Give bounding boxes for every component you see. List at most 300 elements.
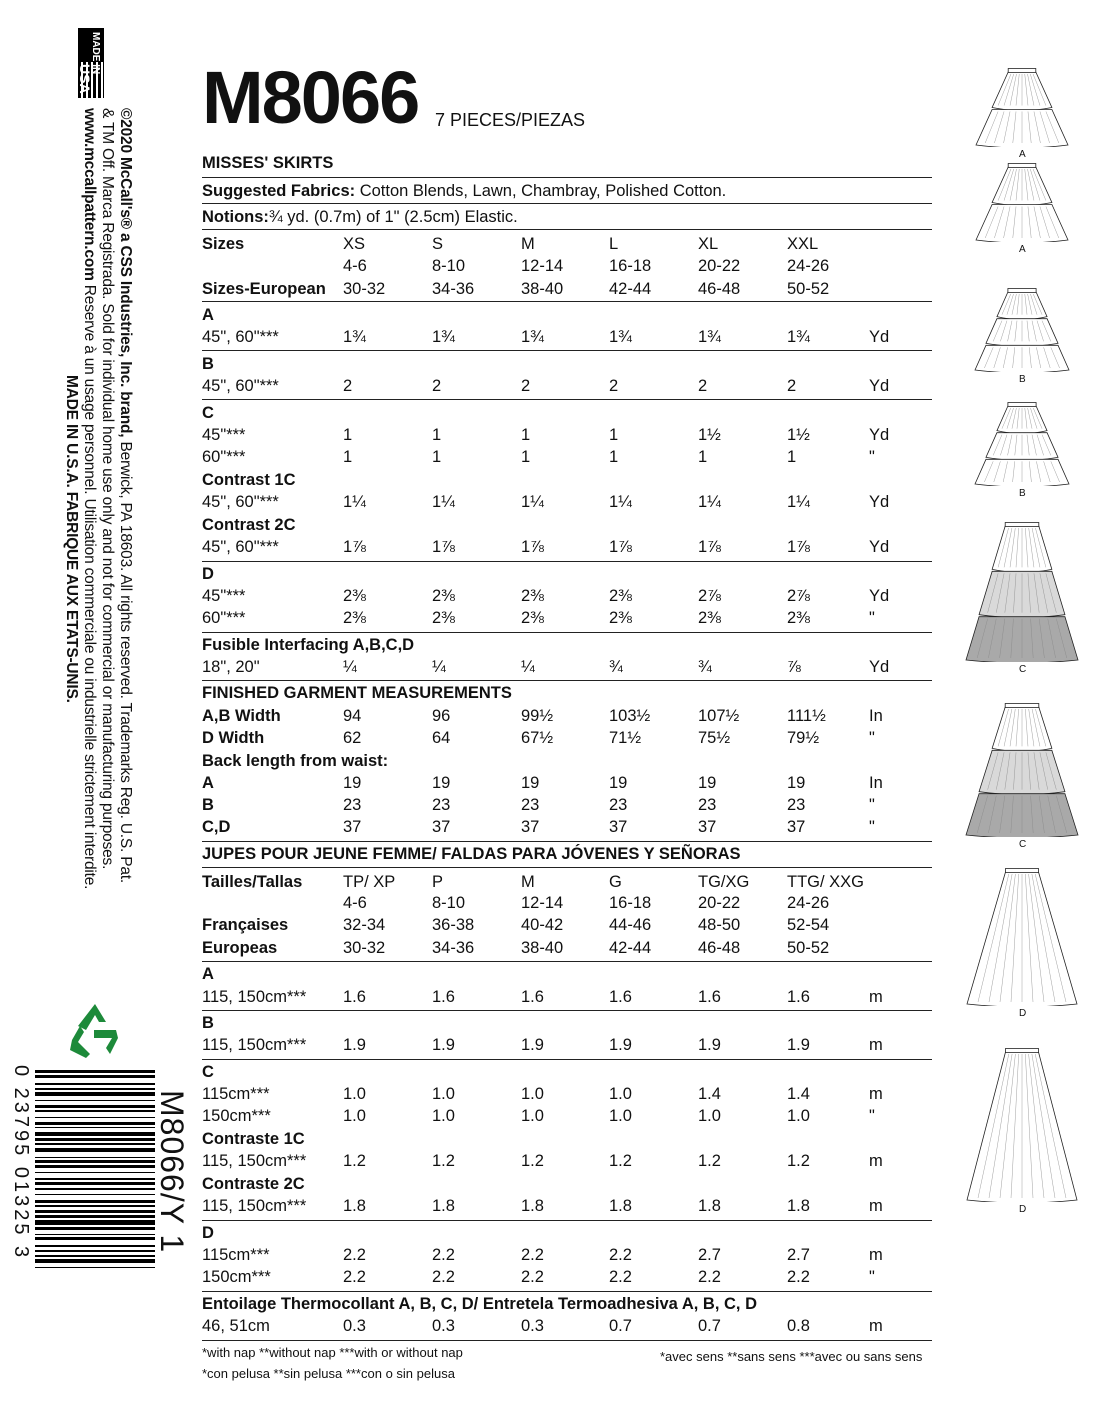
unit-label: Yd bbox=[869, 587, 890, 605]
size-value: 20-22 bbox=[698, 257, 741, 275]
barcode-bar bbox=[35, 1143, 155, 1145]
barcode-bar bbox=[35, 1122, 155, 1125]
footnote-english: *with nap **without nap ***with or without nap bbox=[202, 1345, 463, 1360]
size-value: 1.9 bbox=[609, 1036, 632, 1054]
size-value: 19 bbox=[521, 774, 540, 792]
size-value: 8-10 bbox=[432, 894, 466, 912]
unit-label: m bbox=[869, 1152, 883, 1170]
view-label: B bbox=[1019, 374, 1026, 385]
size-value: 1 bbox=[787, 448, 797, 466]
tailles-row bbox=[202, 871, 932, 893]
size-value: 1⅞ bbox=[609, 538, 632, 556]
row-width-label: A bbox=[202, 774, 214, 792]
row-label: Contraste 2C bbox=[202, 1175, 305, 1193]
barcode-bar bbox=[35, 1194, 155, 1196]
size-value: 12-14 bbox=[521, 257, 564, 275]
size-value: 37 bbox=[521, 818, 540, 836]
barcode-bar bbox=[35, 1234, 155, 1236]
barcode-bar bbox=[35, 1127, 155, 1129]
notions-text: Notions:¾ yd. (0.7m) of 1" (2.5cm) Elastic. bbox=[202, 208, 518, 226]
row-width-label: D Width bbox=[202, 729, 265, 747]
view-label: B bbox=[1019, 488, 1026, 499]
size-value: 1.6 bbox=[343, 988, 366, 1006]
barcode-bar bbox=[35, 1092, 155, 1097]
divider bbox=[202, 1059, 932, 1060]
size-value: 42-44 bbox=[609, 280, 652, 298]
unit-label: In bbox=[869, 774, 883, 792]
size-value: 2.2 bbox=[521, 1268, 544, 1286]
size-value: 107½ bbox=[698, 707, 740, 725]
size-value: 2 bbox=[609, 377, 619, 395]
size-value: G bbox=[609, 873, 622, 891]
barcode bbox=[10, 1065, 155, 1395]
size-value: 1⅞ bbox=[521, 538, 544, 556]
barcode-bar bbox=[35, 1100, 155, 1102]
size-value: 44-46 bbox=[609, 916, 652, 934]
size-value: 34-36 bbox=[432, 939, 475, 957]
size-value: ¼ bbox=[343, 658, 357, 676]
size-value: 1 bbox=[343, 426, 353, 444]
row-width-label: 115, 150cm*** bbox=[202, 988, 307, 1006]
size-value: 1.6 bbox=[698, 988, 721, 1006]
divider bbox=[202, 177, 932, 178]
size-value: 2 bbox=[698, 377, 708, 395]
barcode-bar bbox=[35, 1148, 155, 1151]
size-value: 2⅜ bbox=[521, 609, 544, 627]
tailles-number-row bbox=[202, 892, 932, 914]
size-value: ¾ bbox=[609, 658, 623, 676]
size-value: 64 bbox=[432, 729, 451, 747]
view-b-yardage bbox=[202, 375, 932, 397]
size-value: 50-52 bbox=[787, 280, 830, 298]
size-value: 38-40 bbox=[521, 939, 564, 957]
row-width-label: B bbox=[202, 796, 214, 814]
row-width-label: 115, 150cm*** bbox=[202, 1197, 307, 1215]
unit-label: " bbox=[869, 729, 875, 747]
size-value: 32-34 bbox=[343, 916, 386, 934]
size-value: 2.2 bbox=[343, 1268, 366, 1286]
row-label: B bbox=[202, 1014, 214, 1032]
size-value: 1½ bbox=[698, 426, 721, 444]
row-width-label: Sizes bbox=[202, 235, 245, 253]
divider bbox=[202, 1010, 932, 1011]
size-value: 2.7 bbox=[787, 1246, 810, 1264]
size-value: 2⅜ bbox=[521, 587, 544, 605]
size-value: 1¾ bbox=[521, 328, 544, 346]
size-value: 1 bbox=[609, 448, 619, 466]
barcode-bar bbox=[35, 1215, 155, 1218]
back-length-cd bbox=[202, 816, 932, 838]
size-value: 79½ bbox=[787, 729, 820, 747]
row-width-label: 150cm*** bbox=[202, 1268, 271, 1286]
divider bbox=[202, 301, 932, 302]
size-value: 1.2 bbox=[343, 1152, 366, 1170]
row-label: MISSES' SKIRTS bbox=[202, 154, 334, 172]
unit-label: m bbox=[869, 1317, 883, 1335]
recycle-icon bbox=[66, 1002, 124, 1058]
view-b-label bbox=[202, 353, 932, 375]
row-label: Back length from waist: bbox=[202, 752, 389, 770]
unit-label: " bbox=[869, 1107, 875, 1125]
divider bbox=[202, 867, 932, 868]
size-value: 30-32 bbox=[343, 939, 386, 957]
size-value: XS bbox=[343, 235, 366, 253]
size-value: 16-18 bbox=[609, 257, 652, 275]
size-value: 71½ bbox=[609, 729, 642, 747]
size-value: 2.2 bbox=[609, 1246, 632, 1264]
row-label: Contraste 1C bbox=[202, 1130, 305, 1148]
size-value: M bbox=[521, 235, 535, 253]
size-value: 19 bbox=[787, 774, 806, 792]
size-value: 1.9 bbox=[787, 1036, 810, 1054]
barcode-bar bbox=[35, 1255, 155, 1257]
size-value: 1⅞ bbox=[432, 538, 455, 556]
size-value: 1.4 bbox=[787, 1085, 810, 1103]
size-value: 1⅞ bbox=[787, 538, 810, 556]
size-value: 42-44 bbox=[609, 939, 652, 957]
back-length-label bbox=[202, 750, 932, 772]
unit-label: " bbox=[869, 818, 875, 836]
divider bbox=[202, 229, 932, 230]
europeas-row bbox=[202, 937, 932, 959]
view-label: C bbox=[1019, 664, 1027, 675]
fr-contrast-2c-yardage bbox=[202, 1195, 932, 1217]
skirt-illustration-2 bbox=[971, 163, 1073, 242]
view-label: D bbox=[1019, 1008, 1027, 1019]
barcode-bar bbox=[35, 1259, 155, 1264]
view-a-yardage bbox=[202, 326, 932, 348]
size-value: 37 bbox=[432, 818, 451, 836]
size-value: 2⅜ bbox=[343, 609, 366, 627]
skirt-illustration-6 bbox=[961, 703, 1083, 837]
size-value: 23 bbox=[698, 796, 717, 814]
size-value: TG/XG bbox=[698, 873, 750, 891]
size-value: 2⅜ bbox=[432, 587, 455, 605]
size-value: 1.4 bbox=[698, 1085, 721, 1103]
fr-view-d-150 bbox=[202, 1266, 932, 1288]
fr-view-b-yardage bbox=[202, 1034, 932, 1056]
view-c-label bbox=[202, 402, 932, 424]
unit-label: Yd bbox=[869, 377, 890, 395]
barcode-bar bbox=[35, 1245, 155, 1247]
barcode-bar bbox=[35, 1237, 155, 1240]
size-value: 2⅜ bbox=[609, 587, 632, 605]
row-label: JUPES POUR JEUNE FEMME/ FALDAS PARA JÓVENES Y SEÑORAS bbox=[202, 845, 741, 863]
size-value: 2.2 bbox=[343, 1246, 366, 1264]
size-value: 2.2 bbox=[609, 1268, 632, 1286]
size-value: 2 bbox=[343, 377, 353, 395]
view-d-yardage-45 bbox=[202, 585, 932, 607]
unit-label: m bbox=[869, 1197, 883, 1215]
skirt-illustration-1 bbox=[971, 68, 1073, 147]
size-value: 23 bbox=[787, 796, 806, 814]
barcode-bar bbox=[35, 1210, 155, 1213]
size-value: 1.0 bbox=[343, 1107, 366, 1125]
barcode-bar bbox=[35, 1200, 155, 1203]
unit-label: " bbox=[869, 796, 875, 814]
size-value: 1.9 bbox=[432, 1036, 455, 1054]
view-c-yardage-45 bbox=[202, 424, 932, 446]
size-value: 1½ bbox=[787, 426, 810, 444]
size-value: 2⅜ bbox=[698, 609, 721, 627]
sizes-number-row bbox=[202, 255, 932, 277]
barcode-bar bbox=[35, 1250, 155, 1252]
size-value: 0.3 bbox=[521, 1317, 544, 1335]
size-value: 1.6 bbox=[609, 988, 632, 1006]
size-value: 2⅞ bbox=[787, 587, 810, 605]
size-value: 0.7 bbox=[609, 1317, 632, 1335]
fr-view-c-label bbox=[202, 1061, 932, 1083]
size-value: 1 bbox=[521, 426, 531, 444]
unit-label: m bbox=[869, 1036, 883, 1054]
barcode-bar bbox=[35, 1178, 155, 1180]
size-value: 8-10 bbox=[432, 257, 466, 275]
row-label: A bbox=[202, 306, 214, 324]
size-value: 4-6 bbox=[343, 257, 367, 275]
view-d-label bbox=[202, 563, 932, 585]
made-in-usa-badge bbox=[78, 28, 104, 98]
view-d-yardage-60 bbox=[202, 607, 932, 629]
interfacing-yardage bbox=[202, 656, 932, 678]
size-value: 67½ bbox=[521, 729, 554, 747]
size-value: 1.2 bbox=[698, 1152, 721, 1170]
row-width-label: 45"*** bbox=[202, 426, 246, 444]
size-value: 1¼ bbox=[787, 493, 810, 511]
row-label: C bbox=[202, 404, 214, 422]
size-value: 1.2 bbox=[609, 1152, 632, 1170]
size-value: 37 bbox=[609, 818, 628, 836]
style-code: M8066/Y 1 bbox=[154, 1090, 190, 1254]
left-info-strip bbox=[0, 0, 190, 1405]
row-width-label: 45", 60"*** bbox=[202, 328, 279, 346]
contrast-1c-label bbox=[202, 469, 932, 491]
size-value: 2.2 bbox=[521, 1246, 544, 1264]
size-value: 37 bbox=[343, 818, 362, 836]
fr-contrast-1c-label bbox=[202, 1128, 932, 1150]
size-value: ¼ bbox=[521, 658, 535, 676]
contrast-2c-yardage bbox=[202, 536, 932, 558]
row-width-label: 45"*** bbox=[202, 587, 246, 605]
row-width-label: Françaises bbox=[202, 916, 289, 934]
size-value: 40-42 bbox=[521, 916, 564, 934]
size-value: 23 bbox=[609, 796, 628, 814]
unit-label: " bbox=[869, 448, 875, 466]
size-value: 1.6 bbox=[432, 988, 455, 1006]
row-label: Entoilage Thermocollant A, B, C, D/ Entretela Termoadhesiva A, B, C, D bbox=[202, 1295, 757, 1313]
barcode-bar bbox=[35, 1075, 155, 1078]
size-value: 1.0 bbox=[698, 1107, 721, 1125]
row-width-label: 45", 60"*** bbox=[202, 377, 279, 395]
barcode-bar bbox=[35, 1110, 155, 1112]
pieces-count: 7 PIECES/PIEZAS bbox=[435, 110, 586, 130]
size-value: TTG/ XXG bbox=[787, 873, 865, 891]
row-label: C bbox=[202, 1063, 214, 1081]
ab-width-row bbox=[202, 705, 932, 727]
size-value: 1.6 bbox=[521, 988, 544, 1006]
fr-view-a-yardage bbox=[202, 986, 932, 1008]
divider bbox=[202, 841, 932, 842]
sizes-row bbox=[202, 233, 932, 255]
size-value: M bbox=[521, 873, 535, 891]
waistband bbox=[1005, 704, 1039, 708]
skirt-illustration-4 bbox=[970, 402, 1074, 486]
size-value: 1.8 bbox=[343, 1197, 366, 1215]
size-value: 1.0 bbox=[609, 1085, 632, 1103]
sizes-european-row bbox=[202, 278, 932, 300]
size-value: 1⅞ bbox=[343, 538, 366, 556]
barcode-bar bbox=[35, 1117, 155, 1119]
size-value: 2 bbox=[521, 377, 531, 395]
barcode-bar bbox=[35, 1267, 155, 1269]
unit-label: Yd bbox=[869, 538, 890, 556]
divider bbox=[202, 961, 932, 962]
view-label: A bbox=[1019, 149, 1026, 160]
size-value: 46-48 bbox=[698, 939, 741, 957]
size-value: ⅞ bbox=[787, 658, 801, 676]
row-width-label: 45", 60"*** bbox=[202, 538, 279, 556]
badge-top-text: MADE IN bbox=[90, 32, 101, 75]
divider bbox=[202, 1291, 932, 1292]
unit-label: Yd bbox=[869, 493, 890, 511]
size-value: 99½ bbox=[521, 707, 554, 725]
size-value: 2.2 bbox=[787, 1268, 810, 1286]
fr-view-b-label bbox=[202, 1012, 932, 1034]
size-value: 38-40 bbox=[521, 280, 564, 298]
size-value: 50-52 bbox=[787, 939, 830, 957]
size-value: 1.0 bbox=[432, 1085, 455, 1103]
size-value: 2.2 bbox=[432, 1268, 455, 1286]
size-value: 2.2 bbox=[432, 1246, 455, 1264]
unit-label: m bbox=[869, 1246, 883, 1264]
waistband bbox=[1005, 523, 1039, 527]
section-title-english bbox=[202, 152, 932, 174]
row-width-label: 115, 150cm*** bbox=[202, 1152, 307, 1170]
barcode-bar bbox=[35, 1157, 155, 1159]
interfacing-label bbox=[202, 634, 932, 656]
size-value: 16-18 bbox=[609, 894, 652, 912]
fr-view-c-115 bbox=[202, 1083, 932, 1105]
badge-bottom-text: USA bbox=[77, 64, 93, 94]
size-value: 1.9 bbox=[343, 1036, 366, 1054]
footnote-spanish: *con pelusa **sin pelusa ***con o sin pelusa bbox=[202, 1366, 455, 1381]
barcode-bar bbox=[35, 1138, 155, 1141]
size-value: L bbox=[609, 235, 619, 253]
size-value: 1¾ bbox=[609, 328, 632, 346]
size-value: 1.0 bbox=[521, 1085, 544, 1103]
size-value: 1 bbox=[432, 426, 442, 444]
row-width-label: 45", 60"*** bbox=[202, 493, 279, 511]
size-value: S bbox=[432, 235, 444, 253]
d-width-row bbox=[202, 727, 932, 749]
size-value: 1.0 bbox=[609, 1107, 632, 1125]
size-value: 2⅜ bbox=[609, 609, 632, 627]
row-width-label: Sizes-European bbox=[202, 280, 326, 298]
footnote-french: *avec sens **sans sens ***avec ou sans sens bbox=[660, 1349, 923, 1364]
contrast-2c-label bbox=[202, 514, 932, 536]
fabrics-text: Suggested Fabrics: Cotton Blends, Lawn, Chambray, Polished Cotton. bbox=[202, 182, 727, 200]
view-c-yardage-60 bbox=[202, 446, 932, 468]
made-in-usa-line: MADE IN U.S.A. FABRIQUE AUX ETATS-UNIS. bbox=[63, 375, 80, 703]
measurements-title bbox=[202, 682, 932, 704]
divider bbox=[202, 203, 932, 204]
size-value: 1¾ bbox=[698, 328, 721, 346]
pattern-number: M8066 bbox=[202, 56, 419, 139]
row-width-label: Europeas bbox=[202, 939, 278, 957]
size-value: 111½ bbox=[787, 707, 826, 725]
size-value: 94 bbox=[343, 707, 362, 725]
skirt-illustration-7 bbox=[962, 868, 1082, 1006]
view-label: A bbox=[1019, 244, 1026, 255]
size-value: 2.2 bbox=[698, 1268, 721, 1286]
waistband bbox=[1008, 289, 1036, 293]
size-value: XXL bbox=[787, 235, 819, 253]
size-value: 1¾ bbox=[432, 328, 455, 346]
size-value: 1.8 bbox=[521, 1197, 544, 1215]
size-value: 46-48 bbox=[698, 280, 741, 298]
size-value: 1.2 bbox=[432, 1152, 455, 1170]
size-value: 1.0 bbox=[432, 1107, 455, 1125]
fr-contrast-1c-yardage bbox=[202, 1150, 932, 1172]
row-width-label: C,D bbox=[202, 818, 231, 836]
francaises-row bbox=[202, 914, 932, 936]
row-label: Contrast 1C bbox=[202, 471, 296, 489]
size-value: 23 bbox=[521, 796, 540, 814]
size-value: 0.3 bbox=[343, 1317, 366, 1335]
size-value: 4-6 bbox=[343, 894, 367, 912]
row-label: D bbox=[202, 1224, 214, 1242]
size-value: 1¾ bbox=[343, 328, 366, 346]
size-value: 1.8 bbox=[698, 1197, 721, 1215]
row-width-label: 46, 51cm bbox=[202, 1317, 270, 1335]
size-value: 23 bbox=[432, 796, 451, 814]
size-value: 48-50 bbox=[698, 916, 741, 934]
size-value: 37 bbox=[698, 818, 717, 836]
unit-label: Yd bbox=[869, 426, 890, 444]
barcode-digits: 0 23795 01325 3 bbox=[10, 1065, 32, 1261]
copyright-line-2: & TM Off. Marca Registrada. Sold for individual home use only and not for commercial or manufacturing purposes. bbox=[99, 108, 116, 870]
waistband bbox=[1008, 164, 1036, 168]
row-label: Fusible Interfacing A,B,C,D bbox=[202, 636, 415, 654]
section-title-french bbox=[202, 843, 932, 865]
size-value: ¾ bbox=[698, 658, 712, 676]
size-value: 24-26 bbox=[787, 257, 830, 275]
skirt-illustration-3 bbox=[970, 288, 1074, 372]
row-width-label: 18", 20" bbox=[202, 658, 260, 676]
size-value: 19 bbox=[698, 774, 717, 792]
row-width-label: 115cm*** bbox=[202, 1246, 270, 1264]
fr-interfacing-label bbox=[202, 1293, 932, 1315]
size-value: 96 bbox=[432, 707, 451, 725]
size-value: 1.9 bbox=[698, 1036, 721, 1054]
row-width-label: 60"*** bbox=[202, 448, 246, 466]
waistband bbox=[1008, 69, 1036, 73]
copyright-line-3: www.mccallpattern.com Reserve à un usage personnel. Utilisation commerciale ou industrielle strictement interdite. bbox=[81, 108, 98, 890]
size-value: 0.7 bbox=[698, 1317, 721, 1335]
size-value: 62 bbox=[343, 729, 362, 747]
size-value: 34-36 bbox=[432, 280, 475, 298]
row-width-label: 115, 150cm*** bbox=[202, 1036, 307, 1054]
fr-contrast-2c-label bbox=[202, 1173, 932, 1195]
size-value: XL bbox=[698, 235, 719, 253]
divider bbox=[202, 632, 932, 633]
barcode-bar bbox=[35, 1220, 155, 1225]
size-value: 1 bbox=[609, 426, 619, 444]
barcode-bar bbox=[35, 1205, 155, 1207]
divider bbox=[202, 561, 932, 562]
unit-label: Yd bbox=[869, 658, 890, 676]
size-value: 1 bbox=[521, 448, 531, 466]
size-value: 2.7 bbox=[698, 1246, 721, 1264]
